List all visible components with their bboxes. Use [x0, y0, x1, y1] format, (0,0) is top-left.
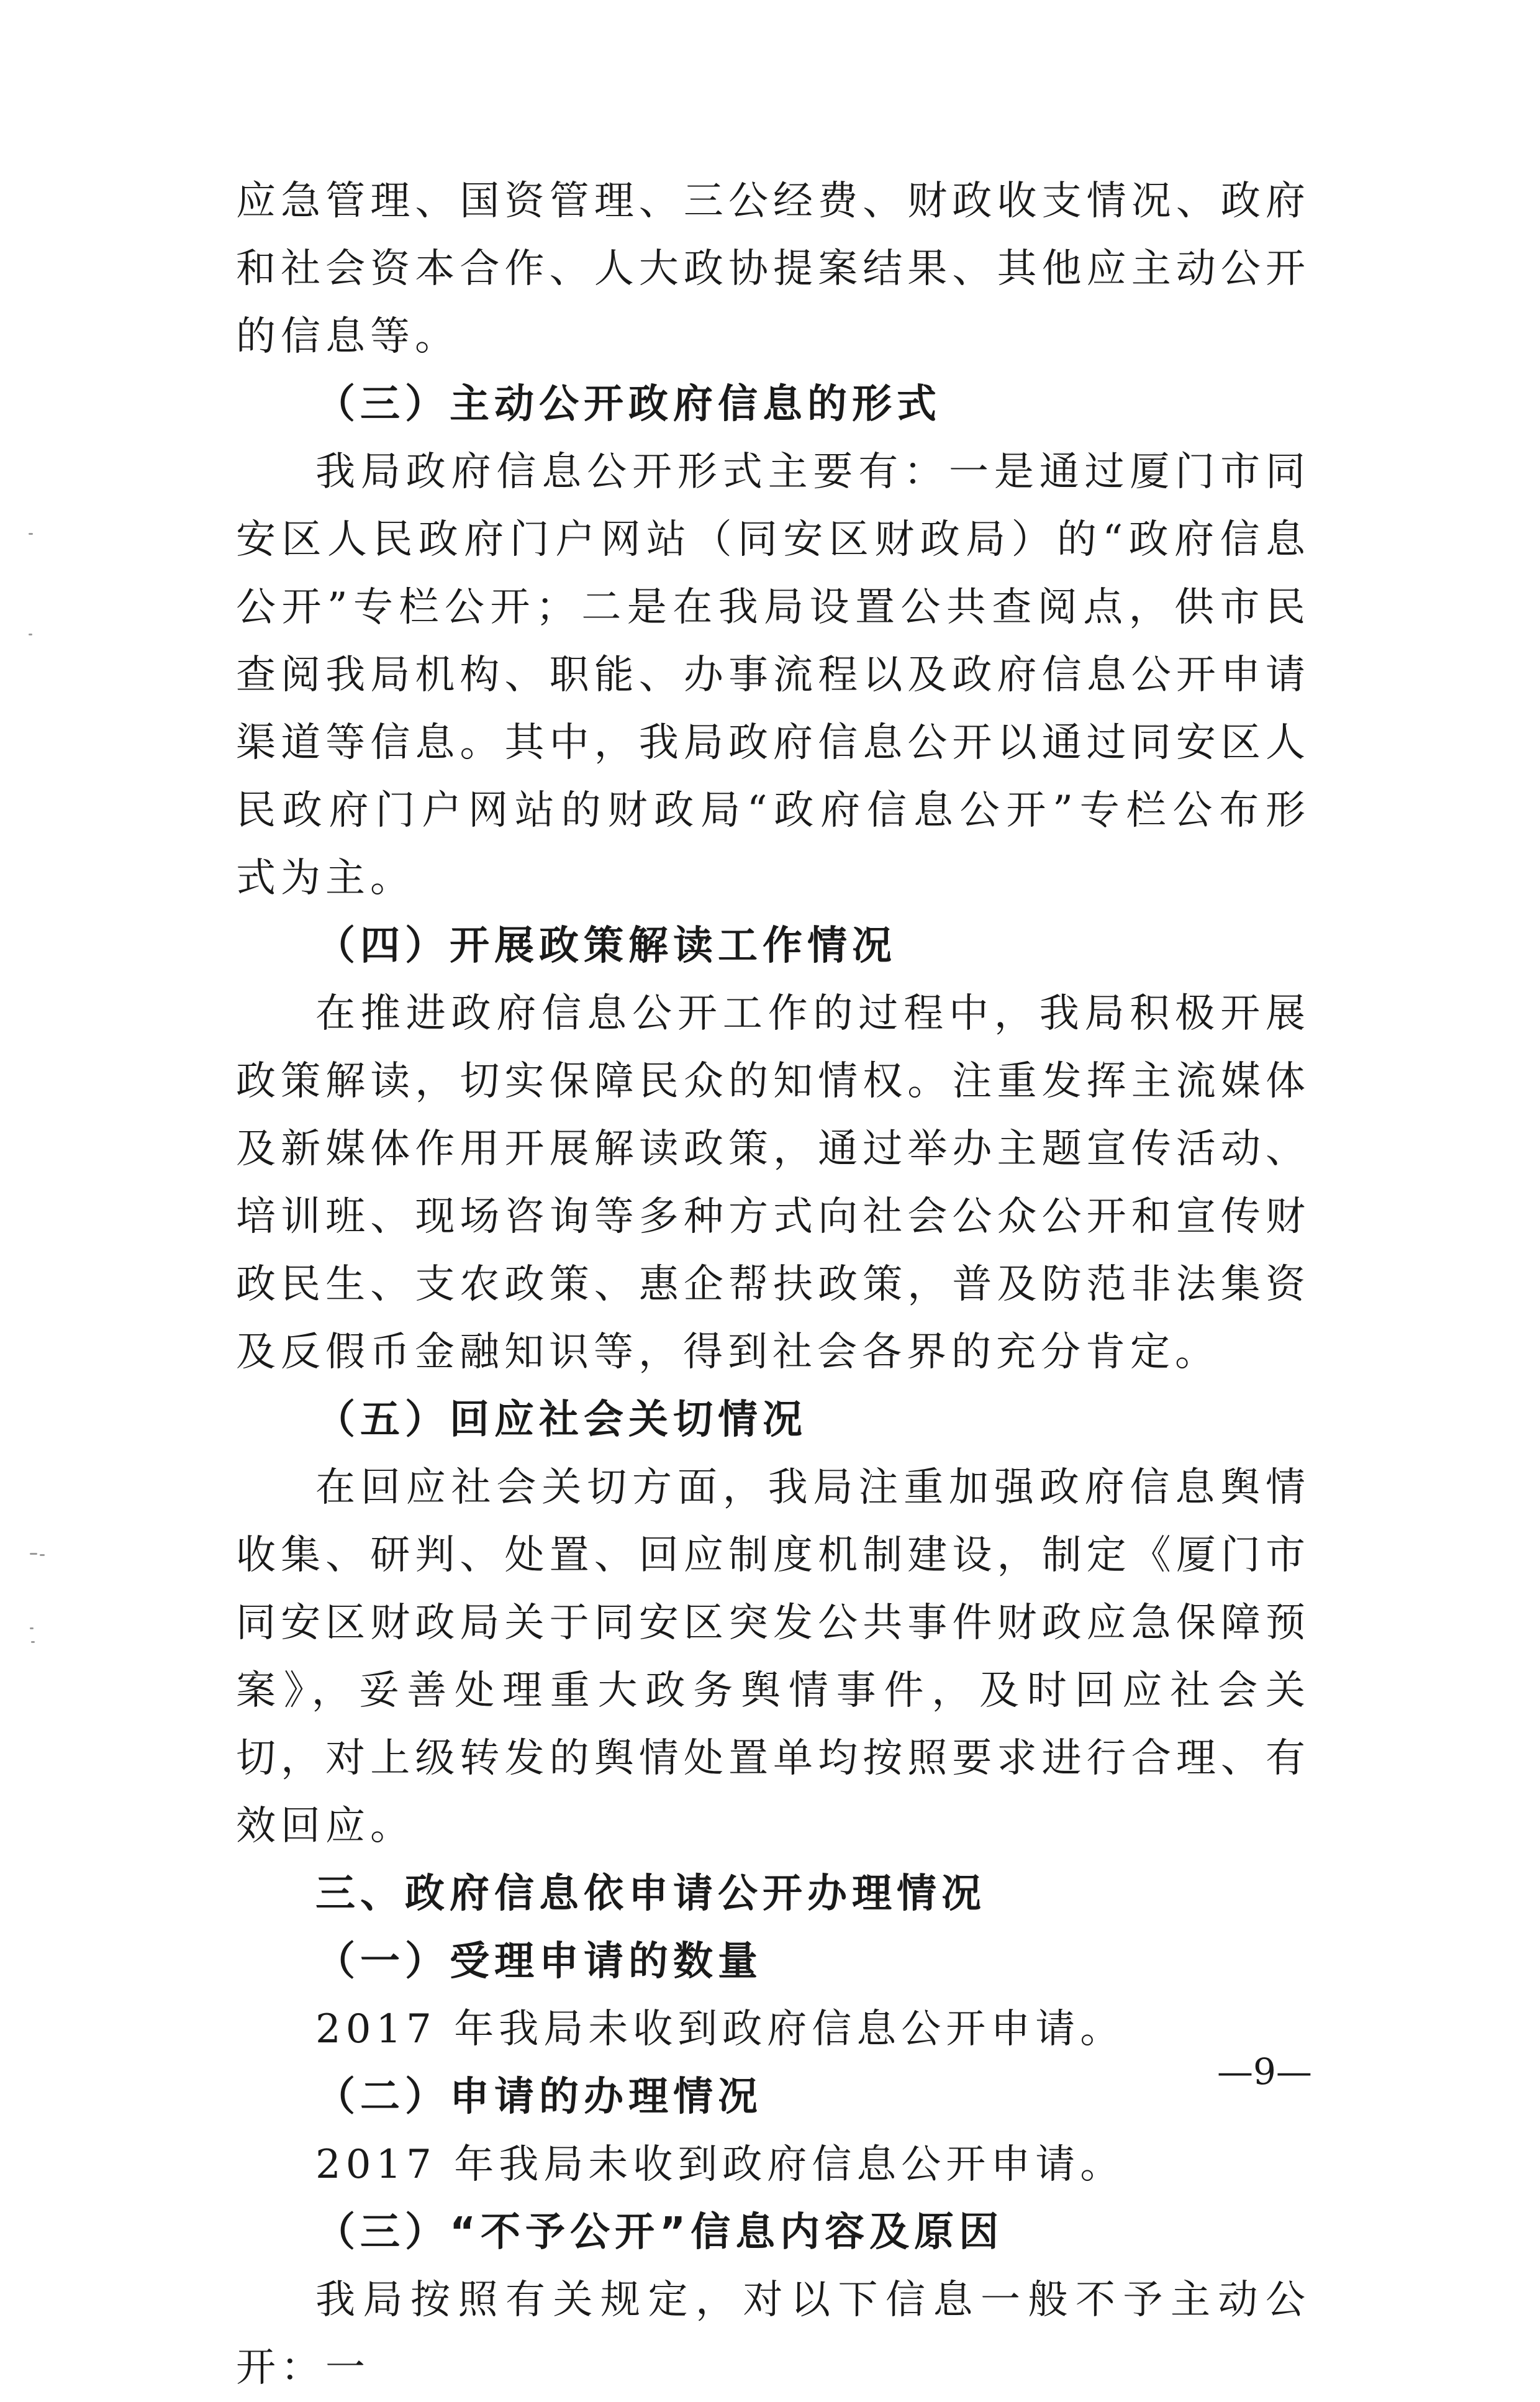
paragraph-forms-of-disclosure: 我局政府信息公开形式主要有：一是通过厦门市同安区人民政府门户网站（同安区财政局）的“政府信息公开”专栏公开；二是在我局设置公共查阅点，供市民查阅我局机构、职能、办事流程以及政府信息公开申请渠道等信息。其中，我局政府信息公开以通过同安区人民政府门户网站的财政局“政府信息公开”专栏公布形式为主。: [236, 449, 1310, 901]
heading-handling-of-requests: （二）申请的办理情况: [315, 2074, 763, 2120]
scan-mark: [40, 1554, 45, 1556]
heading-number-of-requests: （一）受理申请的数量: [315, 1939, 763, 1985]
paragraph-policy-interpretation: 在推进政府信息公开工作的过程中，我局积极开展政策解读，切实保障民众的知情权。注重发挥主流媒体及新媒体作用开展解读政策，通过举办主题宣传活动、培训班、现场咨询等多种方式向社会公众公开和宣传财政民生、支农政策、惠企帮扶政策，普及防范非法集资及反假币金融知识等，得到社会各界的充分肯定。: [236, 991, 1310, 1375]
paragraph-handling-of-requests: 2017 年我局未收到政府信息公开申请。: [315, 2142, 1125, 2188]
scan-mark: [31, 1641, 35, 1643]
heading-responding-to-concerns: （五）回应社会关切情况: [315, 1397, 807, 1443]
heading-policy-interpretation: （四）开展政策解读工作情况: [315, 923, 897, 969]
heading-non-disclosure: （三）“不予公开”信息内容及原因: [315, 2209, 1004, 2255]
paragraph-number-of-requests: 2017 年我局未收到政府信息公开申请。: [315, 2006, 1125, 2052]
document-body: [236, 168, 1310, 2402]
scan-mark: [29, 634, 32, 635]
scan-mark: [30, 1553, 37, 1555]
paragraph-non-disclosure: 我局按照有关规定，对以下信息一般不予主动公开：一: [236, 2277, 1310, 2391]
scan-mark: [29, 533, 33, 535]
paragraph-responding-to-concerns: 在回应社会关切方面，我局注重加强政府信息舆情收集、研判、处置、回应制度机制建设，制定《厦门市同安区财政局关于同安区突发公共事件财政应急保障预案》，妥善处理重大政务舆情事件，及时回应社会关切，对上级转发的舆情处置单均按照要求进行合理、有效回应。: [236, 1465, 1310, 1849]
heading-section-three: 三、政府信息依申请公开办理情况: [315, 1871, 986, 1917]
paragraph-intro-continuation: 应急管理、国资管理、三公经费、财政收支情况、政府和社会资本合作、人大政协提案结果、其他应主动公开的信息等。: [236, 178, 1310, 360]
heading-forms-of-disclosure: （三）主动公开政府信息的形式: [315, 381, 941, 427]
page-number: —9—: [1217, 2050, 1312, 2093]
scan-mark: [30, 1627, 34, 1629]
